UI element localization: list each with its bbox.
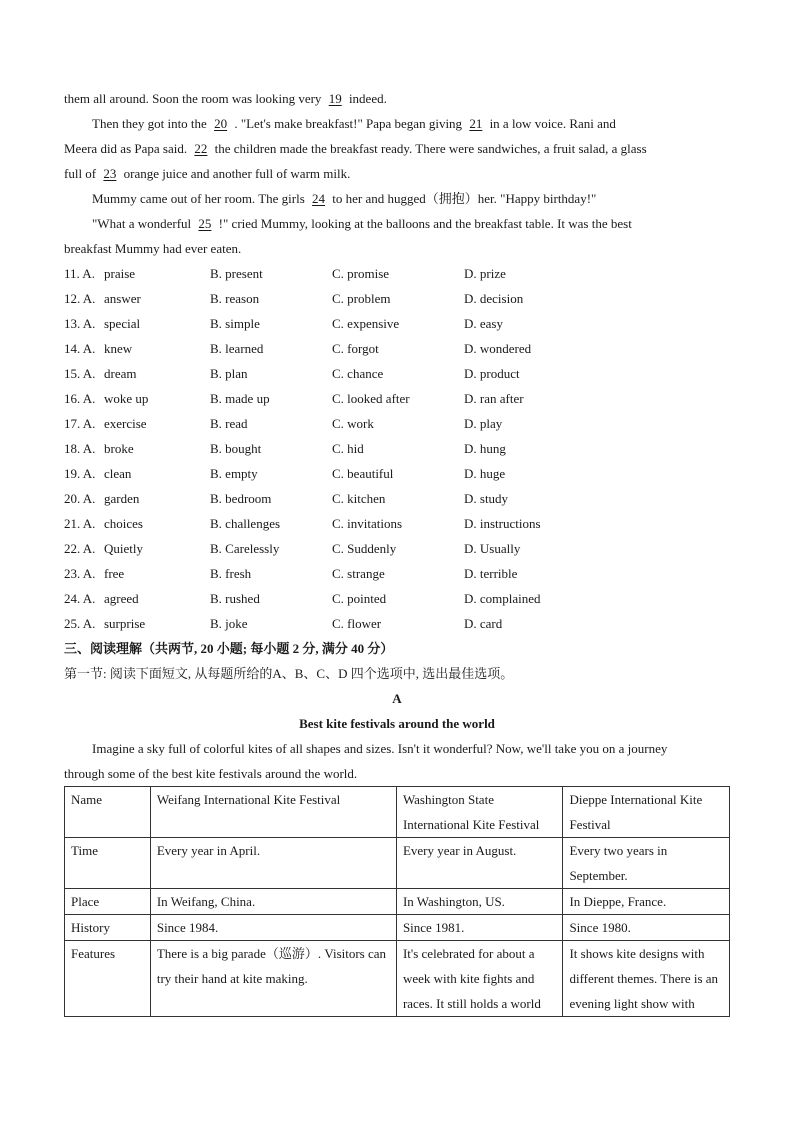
option-b: B. joke — [210, 616, 248, 631]
table-cell: In Dieppe, France. — [563, 889, 730, 915]
option-c: C. kitchen — [332, 491, 386, 506]
option-c: C. Suddenly — [332, 541, 397, 556]
table-cell: There is a big parade（巡游）. Visitors can try their hand at kite making. — [150, 941, 396, 1017]
passage-title: Best kite festivals around the world — [299, 716, 495, 731]
option-a: answer — [104, 291, 141, 306]
question-number: 19. A. — [64, 466, 96, 481]
option-c: C. expensive — [332, 316, 400, 331]
passage-text: Then they got into the — [92, 116, 211, 131]
option-b: B. reason — [210, 291, 260, 306]
option-d: D. terrible — [464, 566, 518, 581]
option-a: agreed — [104, 591, 139, 606]
option-c: C. flower — [332, 616, 382, 631]
passage-line-3 — [64, 141, 647, 157]
option-b: B. empty — [210, 466, 258, 481]
option-b: B. rushed — [210, 591, 260, 606]
option-b: B. made up — [210, 391, 270, 406]
option-a: surprise — [104, 616, 146, 631]
blank-21: 21 — [469, 116, 483, 131]
table-cell: In Weifang, China. — [150, 889, 396, 915]
table-row — [65, 941, 730, 1017]
passage-text: . "Let's make breakfast!" Papa began giving — [231, 116, 466, 131]
passage-text: to her and hugged（拥抱）her. "Happy birthday!" — [329, 191, 597, 206]
option-c: C. beautiful — [332, 466, 394, 481]
table-cell: It's celebrated for about a week with kite fights and races. It still holds a world — [396, 941, 563, 1017]
question-number: 20. A. — [64, 491, 96, 506]
table-cell: Every year in August. — [396, 838, 563, 889]
option-a: Quietly — [104, 541, 143, 556]
passage-text: in a low voice. Rani and — [486, 116, 616, 131]
option-a: special — [104, 316, 141, 331]
option-d: D. huge — [464, 466, 506, 481]
question-number: 12. A. — [64, 291, 96, 306]
question-number: 18. A. — [64, 441, 96, 456]
option-a: knew — [104, 341, 133, 356]
table-cell: Since 1984. — [150, 915, 396, 941]
question-number: 11. A. — [64, 266, 95, 281]
blank-19: 19 — [328, 91, 342, 106]
option-b: B. read — [210, 416, 248, 431]
option-d: D. prize — [464, 266, 506, 281]
option-a: woke up — [104, 391, 149, 406]
passage-line-5 — [92, 191, 596, 207]
option-d: D. product — [464, 366, 520, 381]
question-number: 22. A. — [64, 541, 96, 556]
table-cell: Features — [65, 941, 151, 1017]
question-number: 23. A. — [64, 566, 96, 581]
option-c: C. hid — [332, 441, 364, 456]
option-d: D. instructions — [464, 516, 541, 531]
passage-line-7: breakfast Mummy had ever eaten. — [64, 241, 242, 256]
option-c: C. problem — [332, 291, 391, 306]
option-b: B. Carelessly — [210, 541, 280, 556]
option-a: exercise — [104, 416, 147, 431]
passage-text: "What a wonderful — [92, 216, 195, 231]
option-d: D. complained — [464, 591, 541, 606]
passage-text: indeed. — [345, 91, 387, 106]
passage-text: full of — [64, 166, 100, 181]
option-c: C. promise — [332, 266, 390, 281]
passage-intro-1: Imagine a sky full of colorful kites of all shapes and sizes. Isn't it wonderful? Now, we'll take you on a journey — [92, 741, 668, 756]
passage-line-4 — [64, 166, 350, 182]
section-instruction: 第一节: 阅读下面短文, 从每题所给的A、B、C、D 四个选项中, 选出最佳选项。 — [64, 666, 514, 681]
option-d: D. Usually — [464, 541, 521, 556]
option-a: praise — [104, 266, 136, 281]
question-number: 14. A. — [64, 341, 96, 356]
blank-23: 23 — [103, 166, 117, 181]
passage-text: orange juice and another full of warm milk. — [120, 166, 351, 181]
option-a: clean — [104, 466, 132, 481]
option-d: D. study — [464, 491, 509, 506]
section-heading: 三、阅读理解（共两节, 20 小题; 每小题 2 分, 满分 40 分） — [64, 641, 394, 656]
option-c: C. pointed — [332, 591, 387, 606]
blank-25: 25 — [198, 216, 212, 231]
table-cell: Washington State International Kite Festival — [396, 787, 563, 838]
option-c: C. invitations — [332, 516, 403, 531]
table-cell: It shows kite designs with different themes. There is an evening light show with — [563, 941, 730, 1017]
passage-text: Meera did as Papa said. — [64, 141, 191, 156]
passage-text: !" cried Mummy, looking at the balloons and the breakfast table. It was the best — [215, 216, 632, 231]
option-b: B. fresh — [210, 566, 252, 581]
option-d: D. wondered — [464, 341, 532, 356]
question-number: 21. A. — [64, 516, 96, 531]
blank-20: 20 — [214, 116, 228, 131]
passage-text: them all around. Soon the room was looking very — [64, 91, 325, 106]
option-a: free — [104, 566, 125, 581]
option-a: broke — [104, 441, 134, 456]
table-cell: Dieppe International Kite Festival — [563, 787, 730, 838]
table-cell: Since 1980. — [563, 915, 730, 941]
table-row — [65, 838, 730, 889]
table-cell: Place — [65, 889, 151, 915]
option-c: C. looked after — [332, 391, 410, 406]
table-cell: Name — [65, 787, 151, 838]
table-cell: In Washington, US. — [396, 889, 563, 915]
option-d: D. ran after — [464, 391, 524, 406]
option-c: C. chance — [332, 366, 384, 381]
table-row — [65, 889, 730, 915]
option-c: C. forgot — [332, 341, 379, 356]
table-cell: History — [65, 915, 151, 941]
option-a: choices — [104, 516, 143, 531]
blank-24: 24 — [312, 191, 326, 206]
question-number: 24. A. — [64, 591, 96, 606]
option-d: D. hung — [464, 441, 506, 456]
passage-line-6 — [92, 216, 632, 232]
passage-line-2 — [92, 116, 616, 132]
option-b: B. challenges — [210, 516, 281, 531]
option-c: C. strange — [332, 566, 385, 581]
question-number: 17. A. — [64, 416, 96, 431]
table-cell: Every year in April. — [150, 838, 396, 889]
passage-text: the children made the breakfast ready. There were sandwiches, a fruit salad, a glass — [211, 141, 647, 156]
question-number: 15. A. — [64, 366, 96, 381]
passage-intro-2: through some of the best kite festivals around the world. — [64, 766, 358, 781]
option-b: B. bedroom — [210, 491, 272, 506]
passage-line-1 — [64, 91, 387, 107]
option-b: B. bought — [210, 441, 262, 456]
question-number: 13. A. — [64, 316, 96, 331]
option-b: B. simple — [210, 316, 260, 331]
option-c: C. work — [332, 416, 374, 431]
table-cell: Time — [65, 838, 151, 889]
blank-22: 22 — [194, 141, 208, 156]
option-b: B. learned — [210, 341, 264, 356]
table-cell: Every two years in September. — [563, 838, 730, 889]
option-a: garden — [104, 491, 140, 506]
option-d: D. card — [464, 616, 503, 631]
table-cell: Weifang International Kite Festival — [150, 787, 396, 838]
kite-festival-table — [64, 786, 730, 1017]
question-number: 16. A. — [64, 391, 96, 406]
option-d: D. easy — [464, 316, 503, 331]
option-d: D. play — [464, 416, 503, 431]
table-header-row — [65, 787, 730, 838]
option-a: dream — [104, 366, 137, 381]
question-number: 25. A. — [64, 616, 96, 631]
option-b: B. plan — [210, 366, 248, 381]
passage-letter: A — [392, 691, 402, 706]
table-row — [65, 915, 730, 941]
option-b: B. present — [210, 266, 263, 281]
passage-text: Mummy came out of her room. The girls — [92, 191, 309, 206]
table-cell: Since 1981. — [396, 915, 563, 941]
option-d: D. decision — [464, 291, 524, 306]
